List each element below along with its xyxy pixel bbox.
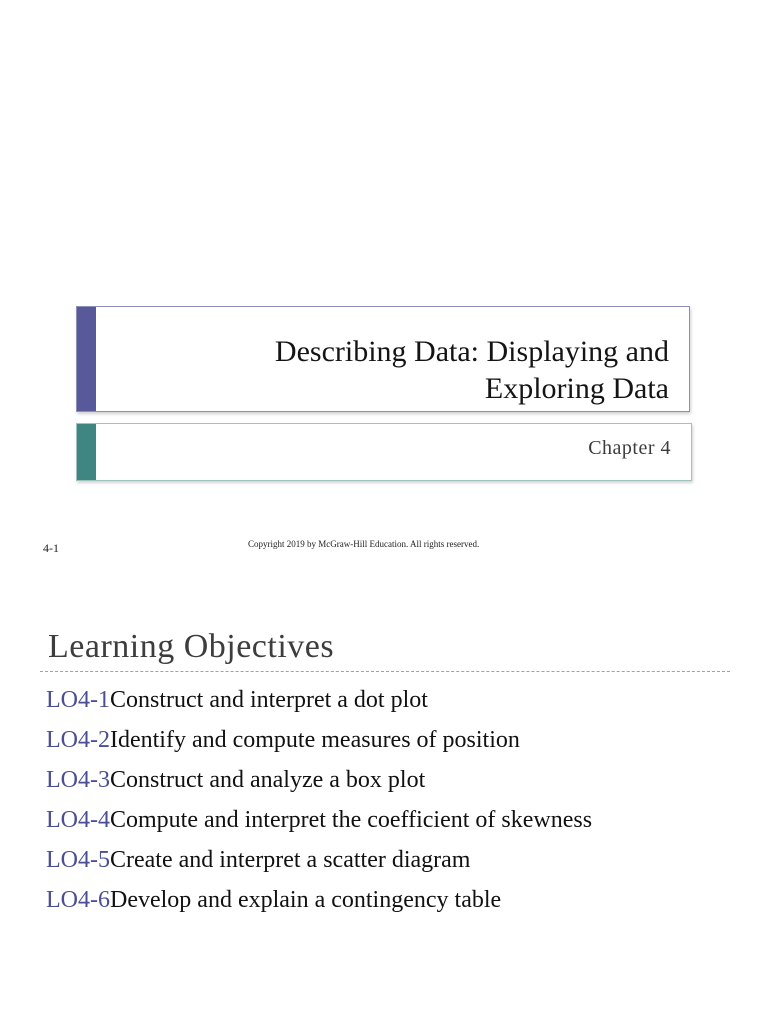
objective-item: [46, 884, 592, 924]
objective-text: Compute and interpret the coefficient of skewness: [109, 807, 593, 833]
objective-code: LO4-6: [46, 887, 110, 913]
objective-item: [46, 844, 592, 884]
objective-code: LO4-2: [46, 727, 110, 753]
heading-divider: [40, 671, 730, 672]
objective-item: [46, 684, 592, 724]
objective-text: Create and interpret a scatter diagram: [109, 847, 471, 873]
slide-title-line-1: Describing Data: Displaying and: [274, 335, 669, 368]
slide-number: 4-1: [43, 541, 59, 555]
objective-text: Construct and interpret a dot plot: [109, 687, 428, 713]
subtitle-accent-bar: [77, 424, 96, 480]
objective-code: LO4-5: [46, 847, 110, 873]
objectives-heading: Learning Objectives: [48, 628, 335, 665]
objective-code: LO4-3: [46, 767, 110, 793]
subtitle-box: [76, 423, 692, 481]
objective-code: LO4-4: [46, 807, 110, 833]
objectives-slide: [0, 590, 768, 1024]
objective-text: Develop and explain a contingency table: [109, 887, 502, 913]
slide-title-line-2: Exploring Data: [484, 372, 669, 405]
objective-text: Construct and analyze a box plot: [109, 767, 426, 793]
objective-item: [46, 724, 592, 764]
objective-item: [46, 764, 592, 804]
objectives-list: [46, 684, 592, 924]
objective-item: [46, 804, 592, 844]
slide-subtitle: Chapter 4: [588, 437, 671, 459]
objective-text: Identify and compute measures of position: [109, 727, 520, 753]
title-box: [76, 306, 690, 412]
slide-title: [129, 333, 669, 407]
objective-code: LO4-1: [46, 687, 110, 713]
title-accent-bar: [77, 307, 96, 411]
copyright-notice: Copyright 2019 by McGraw-Hill Education. All rights reserved.: [248, 539, 480, 549]
